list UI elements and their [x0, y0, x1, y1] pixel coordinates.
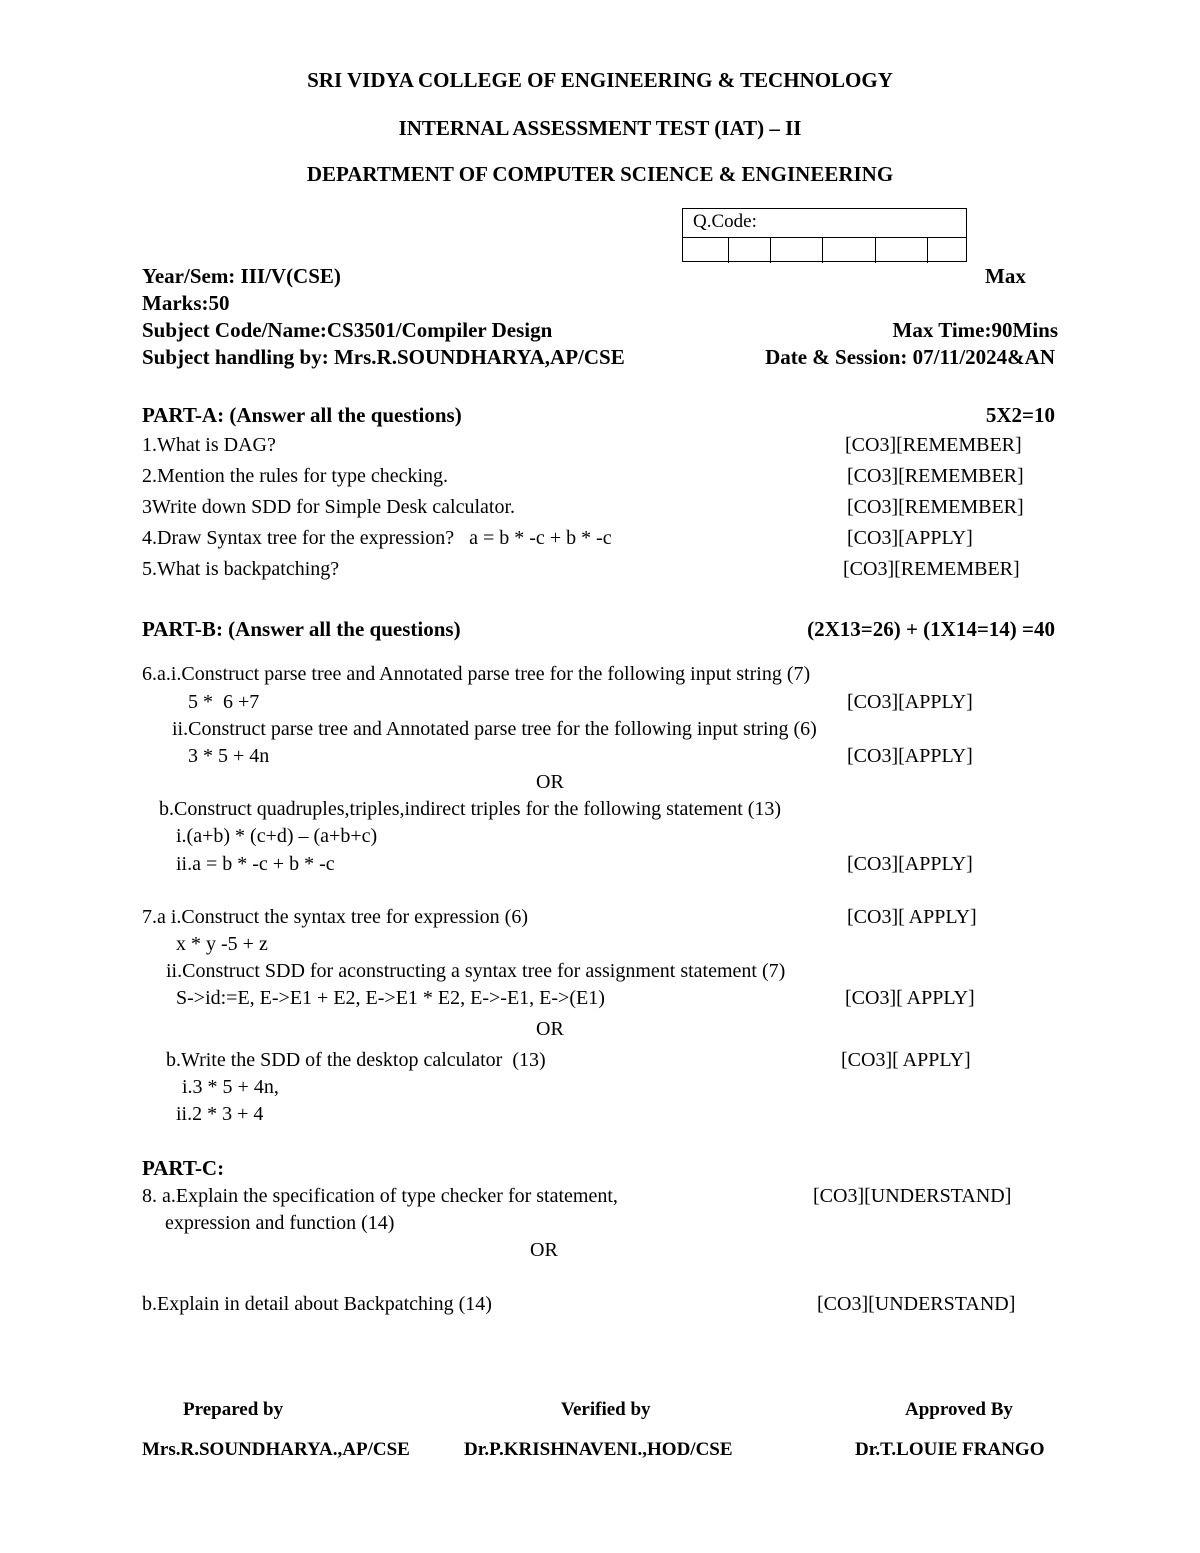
q7-b-i: i.3 * 5 + 4n, — [182, 1076, 279, 1098]
q6-a-i-tag: [CO3][APPLY] — [847, 691, 973, 713]
q6-b-tag: [CO3][APPLY] — [847, 853, 973, 875]
q8-b: b.Explain in detail about Backpatching (14) — [142, 1293, 492, 1315]
question-tag: [CO3][REMEMBER] — [845, 434, 1022, 456]
question-item: 1.What is DAG? — [142, 434, 276, 456]
q8-b-tag: [CO3][UNDERSTAND] — [817, 1293, 1016, 1315]
part-a-title: PART-A: (Answer all the questions) — [142, 403, 462, 427]
q7-a-i-expr: x * y -5 + z — [176, 933, 268, 955]
q6-b: b.Construct quadruples,triples,indirect triples for the following statement (13) — [159, 798, 782, 820]
question-item: 5.What is backpatching? — [142, 558, 340, 580]
qcode-cell — [823, 238, 876, 263]
q6-a-ii-expr: 3 * 5 + 4n — [188, 745, 270, 767]
question-item: 2.Mention the rules for type checking. — [142, 465, 449, 487]
q6-or: OR — [536, 771, 564, 793]
department-title: DEPARTMENT OF COMPUTER SCIENCE & ENGINEERING — [306, 162, 894, 186]
q7-a-i: 7.a i.Construct the syntax tree for expression (6) — [142, 906, 529, 928]
q8-or: OR — [530, 1239, 558, 1261]
prepared-by-label: Prepared by — [183, 1399, 284, 1420]
q6-a-ii: ii.Construct parse tree and Annotated parse tree for the following input string (6) — [172, 718, 817, 740]
part-c-title: PART-C: — [142, 1156, 225, 1180]
question-tag: [CO3][APPLY] — [847, 527, 973, 549]
q6-b-ii: ii.a = b * -c + b * -c — [176, 853, 335, 875]
subject-handled-by: Subject handling by: Mrs.R.SOUNDHARYA,AP/CSE — [142, 345, 625, 369]
approved-by-label: Approved By — [905, 1399, 1013, 1420]
q7-or: OR — [536, 1018, 564, 1040]
test-title: INTERNAL ASSESSMENT TEST (IAT) – II — [398, 116, 802, 140]
q6-a-ii-tag: [CO3][APPLY] — [847, 745, 973, 767]
q7-a-ii: ii.Construct SDD for aconstructing a syntax tree for assignment statement (7) — [166, 960, 786, 982]
max-label: Max — [985, 264, 1026, 288]
year-sem: Year/Sem: III/V(CSE) — [142, 264, 341, 288]
q8-a-line2: expression and function (14) — [165, 1212, 395, 1234]
q6-a-i: 6.a.i.Construct parse tree and Annotated parse tree for the following input string (7) — [142, 663, 811, 685]
qcode-cell — [729, 238, 771, 263]
qcode-cell — [683, 238, 729, 263]
question-tag: [CO3][REMEMBER] — [847, 465, 1024, 487]
q7-b-tag: [CO3][ APPLY] — [841, 1049, 971, 1071]
q7-b-ii: ii.2 * 3 + 4 — [176, 1103, 264, 1125]
qcode-cell — [876, 238, 928, 263]
qcode-cells — [683, 237, 966, 263]
question-tag: [CO3][REMEMBER] — [843, 558, 1020, 580]
q8-a-tag: [CO3][UNDERSTAND] — [813, 1185, 1012, 1207]
qcode-box — [682, 208, 967, 262]
q6-b-i: i.(a+b) * (c+d) – (a+b+c) — [176, 825, 378, 847]
qcode-cell — [928, 238, 966, 263]
approved-by-name: Dr.T.LOUIE FRANGO — [855, 1439, 1045, 1460]
date-session: Date & Session: 07/11/2024&AN — [765, 345, 1055, 369]
question-item: 4.Draw Syntax tree for the expression? a = b * -c + b * -c — [142, 527, 612, 549]
question-item: 3Write down SDD for Simple Desk calculator. — [142, 496, 516, 518]
prepared-by-name: Mrs.R.SOUNDHARYA.,AP/CSE — [142, 1439, 410, 1460]
part-a-marks: 5X2=10 — [985, 403, 1055, 427]
qcode-cell — [771, 238, 823, 263]
qcode-label: Q.Code: — [693, 211, 757, 232]
part-b-marks: (2X13=26) + (1X14=14) =40 — [807, 617, 1055, 641]
max-time: Max Time:90Mins — [892, 318, 1058, 342]
subject-code-name: Subject Code/Name:CS3501/Compiler Design — [142, 318, 553, 342]
q7-a-ii-expr: S->id:=E, E->E1 + E2, E->E1 * E2, E->-E1, E->(E1) — [176, 987, 605, 1009]
q7-b: b.Write the SDD of the desktop calculator (13) — [166, 1049, 546, 1071]
question-tag: [CO3][REMEMBER] — [847, 496, 1024, 518]
q6-a-i-expr: 5 * 6 +7 — [188, 691, 260, 713]
q8-a-line1: 8. a.Explain the specification of type checker for statement, — [142, 1185, 618, 1207]
q7-a-ii-tag: [CO3][ APPLY] — [845, 987, 975, 1009]
college-title: SRI VIDYA COLLEGE OF ENGINEERING & TECHNOLOGY — [307, 68, 893, 92]
verified-by-label: Verified by — [561, 1399, 651, 1420]
part-b-title: PART-B: (Answer all the questions) — [142, 617, 461, 641]
max-marks: Marks:50 — [142, 291, 230, 315]
verified-by-name: Dr.P.KRISHNAVENI.,HOD/CSE — [464, 1439, 733, 1460]
q7-a-i-tag: [CO3][ APPLY] — [847, 906, 977, 928]
